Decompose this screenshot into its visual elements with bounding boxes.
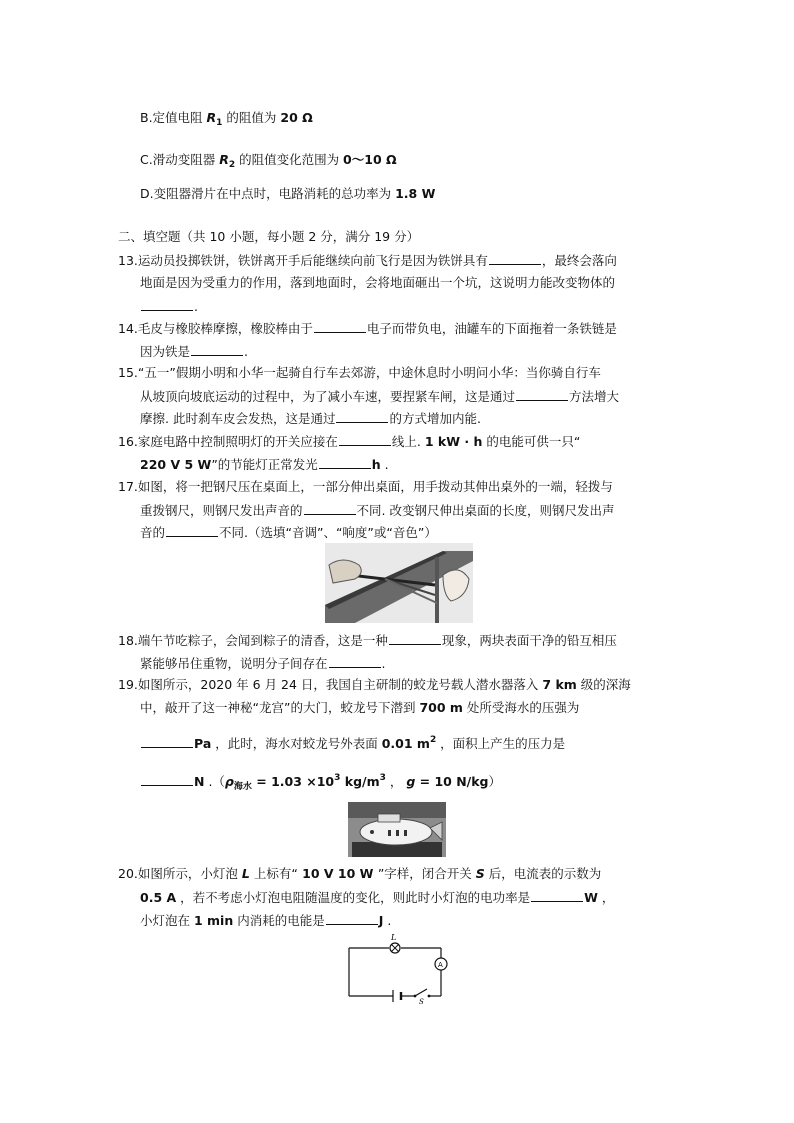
q14-line2: 因为铁是 . (140, 344, 248, 359)
lamp-label: L (391, 934, 397, 942)
q18-blank2[interactable] (329, 655, 381, 668)
submersible-sail (378, 814, 400, 822)
q18-blank1[interactable] (389, 632, 441, 645)
q19-line1: 19.如图所示，2020 年 6 月 24 日，我国自主研制的蛟龙号载人潜水器落入 7 km 级的深海 (118, 677, 631, 692)
q16-line2: 220 V 5 W”的节能灯正常发光 h . (140, 457, 389, 472)
q16-blank1[interactable] (339, 433, 391, 446)
q14-blank1[interactable] (314, 320, 366, 333)
q19-line4: N $.(\rho_{海水} = 1.03 \times 10^3$ $kg/m^3$ ， g = 10 N/kg） (140, 770, 501, 795)
option-b: B.定值电阻 $R_1$ 的阻值为 20 Ω (140, 110, 313, 128)
q17-blank1[interactable] (304, 502, 356, 515)
q15-blank1[interactable] (516, 388, 568, 401)
submersible-window (370, 830, 374, 834)
q13-line3: . (140, 298, 198, 315)
ruler-on-table-figure (325, 543, 473, 623)
table-leg (435, 557, 439, 623)
submersible-marking-2 (396, 830, 399, 836)
q19-line2: 中，敲开了这一神秘“龙宫”的大门，蛟龙号下潜到 700 m 处所受海水的压强为 (140, 700, 580, 715)
q17-line2: 重拨钢尺，则钢尺发出声音的 不同. 改变钢尺伸出桌面的长度，则钢尺发出声 (140, 503, 615, 518)
submersible-marking-1 (388, 830, 391, 836)
q17-line3: 音的 不同.（选填“音调”、“响度”或“音色”） (140, 525, 437, 540)
submersible-marking-3 (404, 830, 407, 836)
q19-blank2[interactable] (141, 773, 193, 786)
q18-line2: 紧能够吊住重物，说明分子间存在 . (140, 656, 386, 671)
q17-blank2[interactable] (166, 524, 218, 537)
circuit-diagram (345, 934, 449, 1004)
q20-line3: 小灯泡在 1 min 内消耗的电能是 J . (140, 913, 392, 928)
q15-blank2[interactable] (336, 410, 388, 423)
q13-line1: 13.运动员投掷铁饼，铁饼离开手后能继续向前飞行是因为铁饼具有 ，最终会落向 (118, 253, 617, 268)
option-d: D.变阻器滑片在中点时，电路消耗的总功率为 1.8 W (140, 186, 436, 201)
section-title: 二、填空题（共 10 小题，每小题 2 分，满分 19 分） (118, 229, 420, 244)
lamp-symbol (390, 943, 400, 953)
q13-blank2[interactable] (141, 298, 193, 311)
q15-line2: 从坡顶向坡底运动的过程中，为了减小车速，要捏紧车闸，这是通过 方法增大 (140, 389, 620, 404)
q19-line3: Pa ，此时，海水对蛟龙号外表面 0.01 $m^2$ ，面积上产生的压力是 (140, 732, 565, 752)
q20-line2: 0.5 A ，若不考虑小灯泡电阻随温度的变化，则此时小灯泡的电功率是 W ， (140, 890, 615, 905)
q15-line3: 摩擦. 此时刹车皮会发热，这是通过 的方式增加内能. (140, 411, 481, 426)
q14-blank2[interactable] (191, 343, 243, 356)
q20-blank2[interactable] (326, 912, 378, 925)
q15-line1: 15.“五一”假期小明和小华一起骑自行车去郊游，中途休息时小明问小华：当你骑自行车 (118, 365, 601, 380)
switch-label: S (419, 998, 424, 1004)
submersible-figure (348, 802, 446, 857)
q13-line2: 地面是因为受重力的作用，落到地面时，会将地面砸出一个坑，这说明力能改变物体的 (140, 275, 616, 290)
q19-blank1[interactable] (141, 735, 193, 748)
q14-line1: 14.毛皮与橡胶棒摩擦，橡胶棒由于 电子而带负电，油罐车的下面拖着一条铁链是 (118, 321, 617, 336)
option-c: C.滑动变阻器 $R_2$ 的阻值变化范围为 0～10 Ω (140, 152, 397, 170)
q13-blank1[interactable] (489, 252, 541, 265)
q16-line1: 16.家庭电路中控制照明灯的开关应接在 线上. 1 kW · h 的电能可供一只“ (118, 434, 581, 449)
q20-blank1[interactable] (531, 889, 583, 902)
q16-blank2[interactable] (319, 456, 371, 469)
q17-line1: 17.如图，将一把钢尺压在桌面上，一部分伸出桌面，用手拨动其伸出桌外的一端，轻拨与 (118, 479, 613, 494)
ammeter-label: A (438, 961, 443, 969)
q20-line1: 20.如图所示，小灯泡 L 上标有“ 10 V 10 W ”字样，闭合开关 S 后，电流表的示数为 (118, 866, 602, 881)
q18-line1: 18.端午节吃粽子，会闻到粽子的清香，这是一种 现象，两块表面干净的铅互相压 (118, 633, 617, 648)
